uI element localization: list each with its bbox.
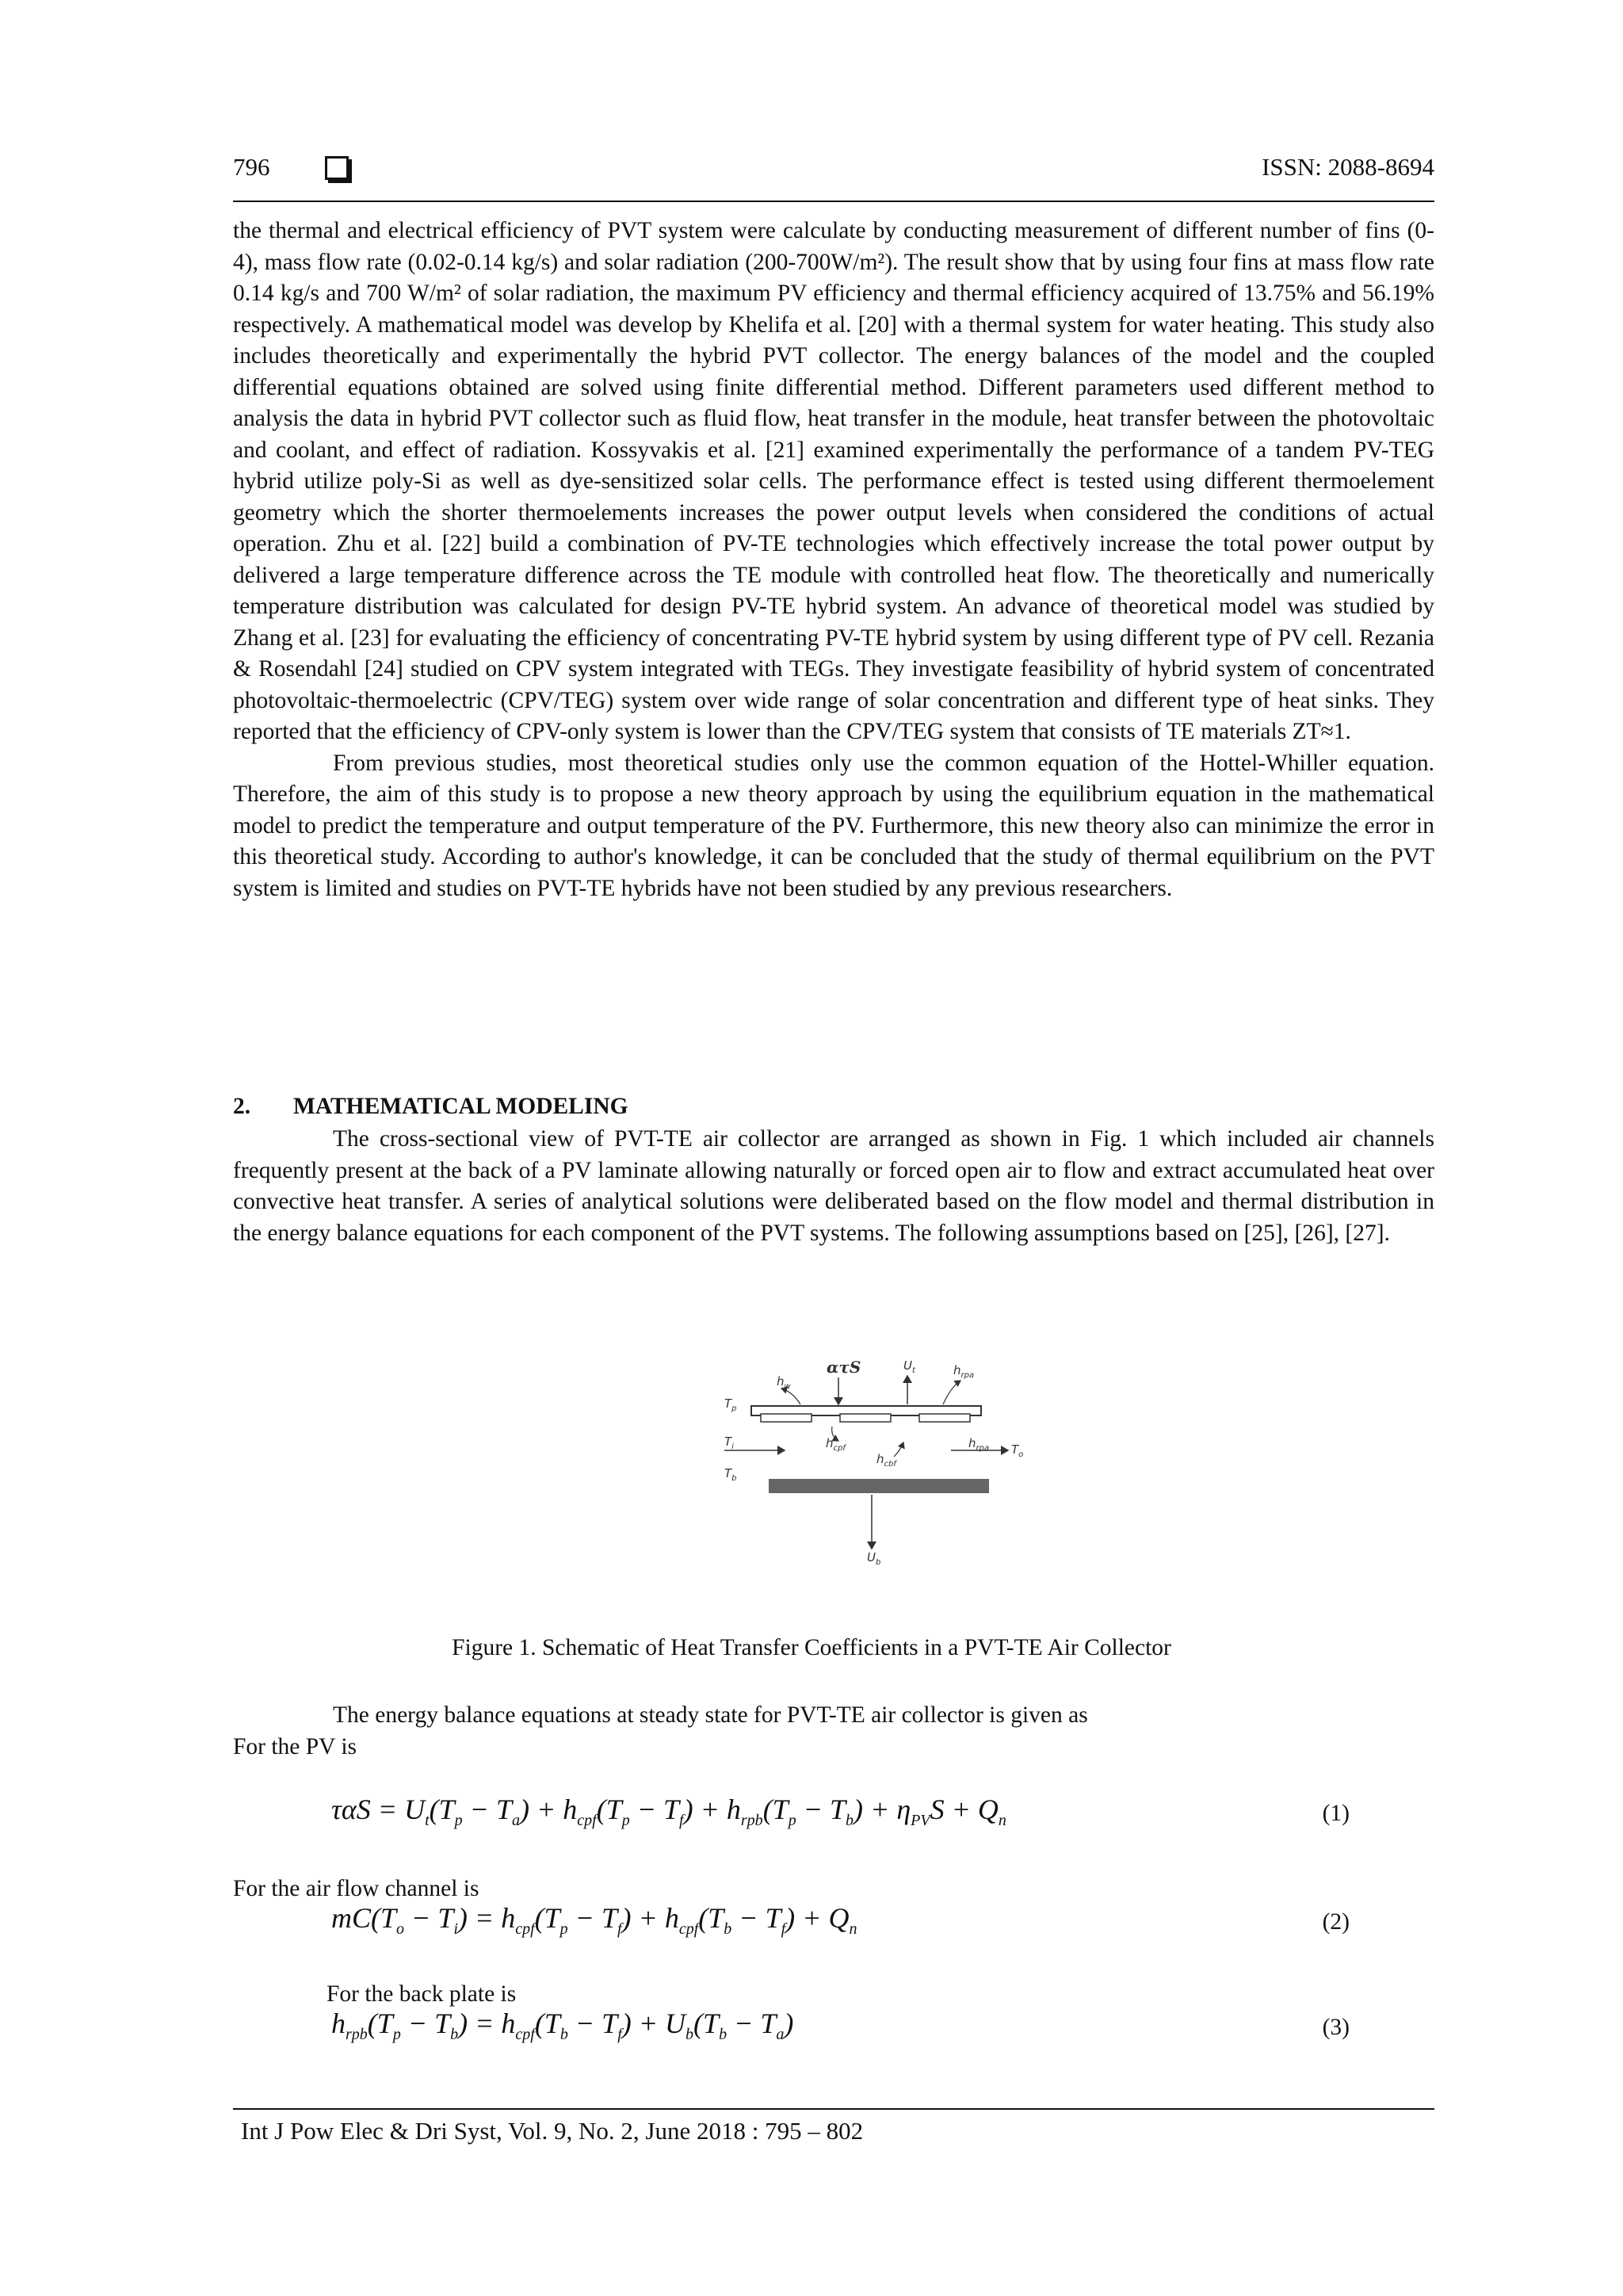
back-plate-label: For the back plate is: [327, 1981, 517, 2007]
energy-intro: The energy balance equations at steady state for PVT-TE air collector is given as: [333, 1702, 1088, 1728]
hrpa-top-arrow: [943, 1381, 960, 1404]
label-h-w: $h_w$: [777, 1374, 791, 1391]
paragraph-3: The cross-sectional view of PVT-TE air collector are arranged as shown in Fig. 1 which included air channels frequently present at the back of a PV laminate allowing naturally or forced open air to flow and extract accumulated heat over convective heat transfer. A series of analytical solutions were deliberated based on the flow model and thermal distribution in the energy balance equations for each component of the PVT systems. The following assumptions based on [25], [26], [27].: [233, 1126, 1434, 1246]
hw-arrow: [781, 1389, 800, 1404]
checkbox-icon: [325, 156, 349, 180]
header-rule: [233, 201, 1434, 202]
figure-caption: Figure 1. Schematic of Heat Transfer Coefficients in a PVT-TE Air Collector: [452, 1635, 1171, 1660]
label-u-t: $U_t$: [903, 1358, 915, 1375]
label-h-rpa: $h_{rpa}$: [968, 1436, 990, 1453]
te-module-2: [840, 1414, 891, 1422]
figure-1: [713, 1347, 1046, 1585]
footer-citation: Int J Pow Elec & Dri Syst, Vol. 9, No. 2, June 2018 : 795 – 802: [241, 2117, 864, 2145]
back-plate: [769, 1479, 989, 1493]
equation-2: $mC(T_o - T_i) = h_{cpf}(T_p - T_f) + h_{cpf}(T_b - T_f) + Q_n$: [331, 1902, 857, 1939]
air-flow-label: For the air flow channel is: [233, 1876, 479, 1901]
issn: ISSN: 2088-8694: [1262, 153, 1434, 181]
equation-1-number: (1): [1322, 1801, 1350, 1826]
label-t-i: $T_i$: [724, 1435, 734, 1451]
label-h-cpf: $h_{cpf}$: [826, 1436, 846, 1453]
equation-3-number: (3): [1322, 2015, 1350, 2040]
pv-label: For the PV is: [233, 1734, 357, 1759]
label-t-o: $T_o$: [1011, 1442, 1024, 1459]
section-title: MATHEMATICAL MODELING: [293, 1094, 628, 1119]
label-u-b: $U_b$: [867, 1550, 881, 1567]
te-module-3: [919, 1414, 970, 1422]
footer-rule: [233, 2108, 1434, 2110]
body-text-section: [233, 1124, 1434, 1249]
label-h-cbf: $h_{cbf}$: [876, 1452, 896, 1469]
label-alpha-tau-s: ατS: [827, 1358, 861, 1377]
page-number: 796: [233, 153, 270, 181]
hcbf-arrow: [894, 1442, 903, 1457]
section-number: 2.: [233, 1094, 251, 1119]
equation-2-number: (2): [1322, 1909, 1350, 1935]
body-text-upper: [233, 216, 1434, 904]
page-header: [233, 153, 1434, 193]
equation-1: $\tau\alpha S = U_t(T_p - T_a) + h_{cpf}(T_p - T_f) + h_{rpb}(T_p - T_b) + \eta_{PV}S + Q_n$: [331, 1794, 1006, 1830]
equation-3: $h_{rpb}(T_p - T_b) = h_{cpf}(T_b - T_f) + U_b(T_b - T_a)$: [331, 2008, 794, 2044]
te-module-1: [761, 1414, 812, 1422]
paragraph-2: From previous studies, most theoretical studies only use the common equation of the Hottel-Whiller equation. Therefore, the aim of this study is to propose a new theory approach by using the equilibrium equation in the mathematical model to predict the temperature and output temperature of the PV. Furthermore, this new theory also can minimize the error in this theoretical study. According to author's knowledge, it can be concluded that the study of thermal equilibrium on the PVT system is limited and studies on PVT-TE hybrids have not been studied by any previous researchers.: [233, 750, 1434, 901]
heat-transfer-schematic: [713, 1347, 1046, 1585]
section-heading: [233, 1094, 628, 1120]
label-h-rpa-top: $h_{rpa}$: [953, 1363, 975, 1380]
label-t-b: $T_b$: [724, 1466, 737, 1483]
paragraph-1: the thermal and electrical efficiency of PVT system were calculate by conducting measurement of different number of fins (0-4), mass flow rate (0.02-0.14 kg/s) and solar radiation (200-700W/m²). The result show that by using four fins at mass flow rate 0.14 kg/s and 700 W/m² of solar radiation, the maximum PV efficiency and thermal efficiency acquired of 13.75% and 56.19% respectively. A mathematical model was develop by Khelifa et al. [20] with a thermal system for water heating. This study also includes theoretically and experimentally the hybrid PVT collector. The energy balances of the model and the coupled differential equations obtained are solved using finite differential method. Different parameters used different method to analysis the data in hybrid PVT collector such as fluid flow, heat transfer in the module, heat transfer between the photovoltaic and coolant, and effect of radiation. Kossyvakis et al. [21] examined experimentally the performance of a tandem PV-TEG hybrid utilize poly-Si as well as dye-sensitized solar cells. The performance effect is tested using different thermoelement geometry which the shorter thermoelements increases the power output levels when considered the conditions of actual operation. Zhu et al. [22] build a combination of PV-TE technologies which effectively increase the total power output by delivered a large temperature difference across the TE module with controlled heat flow. The theoretically and numerically temperature distribution was calculated for design PV-TE hybrid system. An advance of theoretical model was studied by Zhang et al. [23] for evaluating the efficiency of concentrating PV-TE hybrid system by using different type of PV cell. Rezania & Rosendahl [24] studied on CPV system integrated with TEGs. They investigate feasibility of hybrid system of concentrated photovoltaic-thermoelectric (CPV/TEG) system over wide range of solar concentration and different type of heat sinks. They reported that the efficiency of CPV-only system is lower than the CPV/TEG system that consists of TE materials ZT≈1.: [233, 218, 1434, 744]
label-t-p: $T_p$: [724, 1396, 737, 1413]
